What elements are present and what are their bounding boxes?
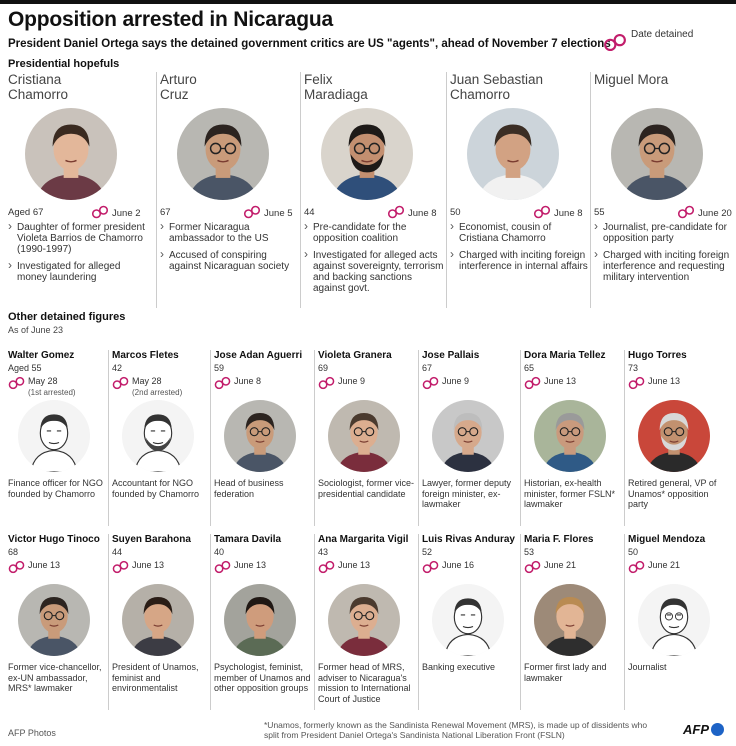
date-detained-text: May 28 bbox=[28, 376, 58, 386]
date-detained-text-group bbox=[234, 560, 266, 571]
figure-description: Former head of MRS, adviser to Nicaragua's mission to International Court of Justice bbox=[318, 662, 411, 704]
date-detained-text-group bbox=[132, 376, 182, 398]
hopeful-bullets bbox=[594, 222, 734, 289]
portrait-photo bbox=[122, 400, 194, 472]
figure-description: Accountant for NGO founded by Chamorro bbox=[112, 478, 200, 499]
column-divider bbox=[210, 350, 211, 526]
portrait-photo bbox=[638, 400, 710, 472]
figure-age: 67 bbox=[422, 363, 433, 373]
date-detained bbox=[8, 376, 76, 398]
arrest-order-note: (2nd arrested) bbox=[132, 388, 183, 397]
afp-logo bbox=[683, 722, 724, 737]
hopeful-card bbox=[160, 72, 306, 308]
portrait-photo bbox=[328, 584, 400, 656]
date-detained bbox=[214, 376, 261, 392]
handcuffs-icon bbox=[422, 560, 439, 576]
column-divider bbox=[156, 72, 157, 308]
column-divider bbox=[210, 534, 211, 710]
date-detained-text: June 5 bbox=[264, 208, 293, 219]
figure-age: 73 bbox=[628, 363, 639, 373]
figure-card bbox=[524, 534, 627, 710]
column-divider bbox=[108, 350, 109, 526]
figure-age: 44 bbox=[112, 547, 123, 557]
photo-credit: AFP Photos bbox=[8, 728, 56, 738]
hopeful-meta bbox=[594, 205, 734, 219]
figure-description: Banking executive bbox=[422, 662, 496, 672]
portrait-photo bbox=[224, 584, 296, 656]
portrait-photo bbox=[611, 108, 703, 200]
legend bbox=[603, 29, 693, 57]
hopeful-name: Miguel Mora bbox=[594, 72, 669, 87]
figure-description: President of Unamos, feminist and environmentalist bbox=[112, 662, 199, 693]
handcuffs-icon bbox=[628, 376, 645, 392]
afp-logo-text: AFP bbox=[683, 722, 709, 737]
date-detained bbox=[214, 560, 266, 576]
hopeful-age: 44 bbox=[304, 207, 315, 218]
column-divider bbox=[446, 72, 447, 308]
date-detained-text: June 9 bbox=[338, 376, 366, 386]
figure-age: 53 bbox=[524, 547, 535, 557]
figure-card bbox=[422, 350, 525, 526]
portrait-photo bbox=[467, 108, 559, 200]
bullet-item: › Daughter of former president Violeta Barrios de Chamorro (1990-1997) bbox=[8, 222, 148, 255]
page-title: Opposition arrested in Nicaragua bbox=[8, 8, 334, 31]
figure-card bbox=[112, 350, 215, 526]
section-title-others: Other detained figures bbox=[8, 311, 126, 323]
portrait-photo bbox=[122, 584, 194, 656]
date-detained-text: June 21 bbox=[544, 560, 577, 570]
column-divider bbox=[624, 534, 625, 710]
figure-name: Dora Maria Tellez bbox=[524, 350, 606, 361]
portrait-photo bbox=[534, 400, 606, 472]
portrait-photo bbox=[18, 400, 90, 472]
date-detained-text: June 13 bbox=[648, 376, 681, 386]
handcuffs-icon bbox=[243, 205, 261, 222]
handcuffs-icon bbox=[112, 560, 129, 576]
date-detained bbox=[422, 376, 469, 392]
hopeful-name: Juan Sebastian Chamorro bbox=[450, 72, 544, 102]
hopeful-meta bbox=[450, 205, 590, 219]
column-divider bbox=[624, 350, 625, 526]
figure-card bbox=[8, 350, 111, 526]
figure-name: Marcos Fletes bbox=[112, 350, 179, 361]
date-detained-text-group bbox=[132, 560, 164, 571]
figure-name: Hugo Torres bbox=[628, 350, 687, 361]
date-detained bbox=[112, 560, 164, 576]
figure-name: Walter Gomez bbox=[8, 350, 75, 361]
portrait-photo bbox=[321, 108, 413, 200]
section-title-hopefuls: Presidential hopefuls bbox=[8, 58, 120, 70]
hopeful-age: 67 bbox=[160, 207, 171, 218]
handcuffs-icon bbox=[603, 33, 627, 57]
figure-description: Psychologist, feminist, member of Unamos and other opposition groups bbox=[214, 662, 311, 693]
figure-description: Lawyer, former deputy foreign minister, ex-lawmaker bbox=[422, 478, 512, 509]
hopeful-card bbox=[8, 72, 154, 308]
column-divider bbox=[314, 534, 315, 710]
date-detained-text-group bbox=[648, 560, 680, 571]
figure-name: Ana Margarita Vigil bbox=[318, 534, 409, 545]
figure-description: Finance officer for NGO founded by Chamorro bbox=[8, 478, 103, 499]
handcuffs-icon bbox=[318, 560, 335, 576]
date-detained-text-group bbox=[648, 376, 680, 387]
date-detained bbox=[422, 560, 474, 576]
footnote: *Unamos, formerly known as the Sandinista Renewal Movement (MRS), is made up of dissidents who split from President Daniel Ortega's Sandinista National Liberation Front (FSLN) bbox=[264, 720, 648, 740]
figure-name: Victor Hugo Tinoco bbox=[8, 534, 100, 545]
date-detained-text: June 13 bbox=[544, 376, 577, 386]
figure-age: 43 bbox=[318, 547, 329, 557]
portrait-photo bbox=[18, 584, 90, 656]
handcuffs-icon bbox=[677, 205, 695, 222]
top-rule bbox=[0, 0, 736, 4]
figure-name: Suyen Barahona bbox=[112, 534, 191, 545]
figure-name: Tamara Davila bbox=[214, 534, 282, 545]
handcuffs-icon bbox=[387, 205, 405, 222]
date-detained-text-group bbox=[544, 376, 576, 387]
hopeful-age: Aged 67 bbox=[8, 207, 44, 218]
date-detained-text: May 28 bbox=[132, 376, 162, 386]
bullet-item: › Journalist, pre-candidate for opposition party bbox=[594, 222, 734, 244]
date-detained bbox=[530, 205, 583, 222]
portrait-photo bbox=[638, 584, 710, 656]
afp-logo-dot bbox=[711, 723, 724, 736]
figure-age: 65 bbox=[524, 363, 535, 373]
bullet-item: › Investigated for alleged money laundering bbox=[8, 261, 148, 283]
bullet-item: › Former Nicaragua ambassador to the US bbox=[160, 222, 300, 244]
date-detained-text-group bbox=[28, 560, 60, 571]
hopeful-meta bbox=[304, 205, 444, 219]
figure-age: 59 bbox=[214, 363, 225, 373]
date-detained bbox=[384, 205, 437, 222]
figure-age: Aged 55 bbox=[8, 363, 42, 373]
bullet-item: › Economist, cousin of Cristiana Chamorro bbox=[450, 222, 590, 244]
figure-description: Journalist bbox=[628, 662, 667, 672]
date-detained bbox=[88, 205, 141, 222]
section-note-others: As of June 23 bbox=[8, 325, 64, 335]
hopeful-card bbox=[594, 72, 736, 308]
hopeful-name: Cristiana Chamorro bbox=[8, 72, 69, 102]
portrait-photo bbox=[177, 108, 269, 200]
portrait-photo bbox=[534, 584, 606, 656]
handcuffs-icon bbox=[318, 376, 335, 392]
hopeful-age: 55 bbox=[594, 207, 605, 218]
hopeful-name: Felix Maradiaga bbox=[304, 72, 368, 102]
date-detained-text: June 2 bbox=[112, 208, 141, 219]
date-detained bbox=[628, 376, 680, 392]
bullet-item: › Accused of conspiring against Nicaraguan society bbox=[160, 250, 300, 272]
portrait-photo bbox=[432, 584, 504, 656]
handcuffs-icon bbox=[524, 376, 541, 392]
date-detained-text-group bbox=[442, 560, 474, 571]
hopeful-meta bbox=[8, 205, 148, 219]
date-detained-text: June 8 bbox=[408, 208, 437, 219]
figure-card bbox=[214, 534, 317, 710]
figure-card bbox=[422, 534, 525, 710]
figure-description: Sociologist, former vice-presidential candidate bbox=[318, 478, 415, 499]
figure-description: Retired general, VP of Unamos* opposition party bbox=[628, 478, 717, 509]
figure-card bbox=[628, 350, 731, 526]
column-divider bbox=[300, 72, 301, 308]
date-detained bbox=[524, 560, 576, 576]
figure-card bbox=[214, 350, 317, 526]
handcuffs-icon bbox=[524, 560, 541, 576]
figure-description: Former first lady and lawmaker bbox=[524, 662, 607, 683]
figure-card bbox=[628, 534, 731, 710]
page-subtitle: President Daniel Ortega says the detained government critics are US "agents", ahead of November 7 elections bbox=[8, 38, 611, 50]
figure-name: Maria F. Flores bbox=[524, 534, 594, 545]
date-detained-text: June 8 bbox=[554, 208, 583, 219]
date-detained-text: June 8 bbox=[234, 376, 262, 386]
handcuffs-icon bbox=[214, 560, 231, 576]
arrest-order-note: (1st arrested) bbox=[28, 388, 76, 397]
bullet-item: › Investigated for alleged acts against sovereignty, terrorism and backing sanctions against govt. bbox=[304, 250, 444, 294]
date-detained-text-group bbox=[28, 376, 76, 398]
hopeful-name: Arturo Cruz bbox=[160, 72, 197, 102]
handcuffs-icon bbox=[214, 376, 231, 392]
hopeful-bullets bbox=[304, 222, 444, 300]
date-detained bbox=[524, 376, 576, 392]
legend-label: Date detained bbox=[631, 29, 694, 40]
figure-age: 40 bbox=[214, 547, 225, 557]
figure-age: 50 bbox=[628, 547, 639, 557]
handcuffs-icon bbox=[628, 560, 645, 576]
hopeful-card bbox=[304, 72, 450, 308]
figure-name: Jose Pallais bbox=[422, 350, 480, 361]
date-detained-text: June 21 bbox=[648, 560, 681, 570]
hopeful-bullets bbox=[8, 222, 148, 289]
handcuffs-icon bbox=[533, 205, 551, 222]
figure-card bbox=[112, 534, 215, 710]
date-detained-text-group bbox=[234, 376, 261, 387]
date-detained-text-group bbox=[338, 376, 365, 387]
date-detained-text-group bbox=[338, 560, 370, 571]
date-detained bbox=[240, 205, 293, 222]
portrait-photo bbox=[25, 108, 117, 200]
column-divider bbox=[520, 350, 521, 526]
figure-name: Miguel Mendoza bbox=[628, 534, 706, 545]
hopeful-age: 50 bbox=[450, 207, 461, 218]
figure-card bbox=[318, 534, 421, 710]
figure-card bbox=[8, 534, 111, 710]
figure-name: Violeta Granera bbox=[318, 350, 392, 361]
column-divider bbox=[418, 350, 419, 526]
date-detained-text: June 16 bbox=[442, 560, 475, 570]
figure-age: 52 bbox=[422, 547, 433, 557]
figure-name: Luis Rivas Anduray bbox=[422, 534, 515, 545]
figure-description: Former vice-chancellor, ex-UN ambassador, MRS* lawmaker bbox=[8, 662, 102, 693]
figure-age: 68 bbox=[8, 547, 19, 557]
date-detained-text: June 9 bbox=[442, 376, 470, 386]
date-detained bbox=[318, 560, 370, 576]
bullet-item: › Charged with inciting foreign interference in internal affairs bbox=[450, 250, 590, 272]
column-divider bbox=[314, 350, 315, 526]
date-detained-text: June 13 bbox=[234, 560, 267, 570]
date-detained bbox=[8, 560, 60, 576]
hopeful-meta bbox=[160, 205, 300, 219]
date-detained bbox=[318, 376, 365, 392]
column-divider bbox=[418, 534, 419, 710]
date-detained bbox=[112, 376, 182, 398]
hopeful-bullets bbox=[160, 222, 300, 278]
column-divider bbox=[520, 534, 521, 710]
figure-card bbox=[524, 350, 627, 526]
figure-description: Historian, ex-health minister, former FSLN* lawmaker bbox=[524, 478, 616, 509]
hopeful-card bbox=[450, 72, 596, 308]
date-detained-text: June 13 bbox=[28, 560, 61, 570]
portrait-photo bbox=[432, 400, 504, 472]
date-detained-text-group bbox=[544, 560, 576, 571]
handcuffs-icon bbox=[8, 560, 25, 576]
handcuffs-icon bbox=[422, 376, 439, 392]
figure-description: Head of business federation bbox=[214, 478, 284, 499]
column-divider bbox=[590, 72, 591, 308]
handcuffs-icon bbox=[8, 376, 25, 392]
handcuffs-icon bbox=[91, 205, 109, 222]
bullet-item: › Pre-candidate for the opposition coalition bbox=[304, 222, 444, 244]
date-detained-text: June 13 bbox=[132, 560, 165, 570]
date-detained-text: June 13 bbox=[338, 560, 371, 570]
hopeful-bullets bbox=[450, 222, 590, 278]
figure-name: Jose Adan Aguerri bbox=[214, 350, 303, 361]
date-detained-text-group bbox=[442, 376, 469, 387]
figure-age: 69 bbox=[318, 363, 329, 373]
bullet-item: › Charged with inciting foreign interference and requesting military intervention bbox=[594, 250, 734, 283]
portrait-photo bbox=[328, 400, 400, 472]
date-detained bbox=[674, 205, 732, 222]
figure-card bbox=[318, 350, 421, 526]
date-detained-text: June 20 bbox=[698, 208, 732, 219]
figure-age: 42 bbox=[112, 363, 123, 373]
portrait-photo bbox=[224, 400, 296, 472]
column-divider bbox=[108, 534, 109, 710]
handcuffs-icon bbox=[112, 376, 129, 392]
date-detained bbox=[628, 560, 680, 576]
